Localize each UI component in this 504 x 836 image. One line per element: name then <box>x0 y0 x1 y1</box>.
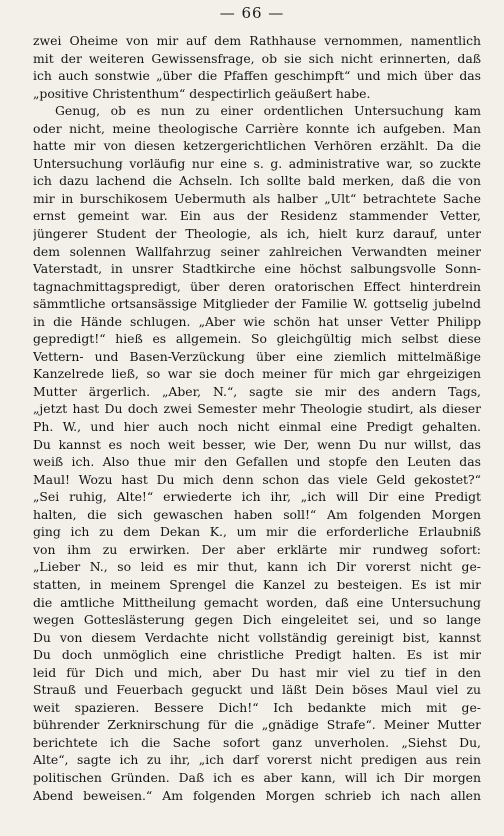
text-line: „Lieber N., so leid es mir thut, kann ich Dir vorerst nicht ge- <box>33 559 481 575</box>
text-line: weiß ich. Also thue mir den Gefallen und stopfe den Leuten das <box>33 454 481 470</box>
text-line: in die Hände schlugen. „Aber wie schön hat unser Vetter Philipp <box>33 313 481 329</box>
text-line: Strauß und Feuerbach geguckt und läßt Dein böses Maul viel zu <box>33 682 481 698</box>
text-line: halten, die sich gewaschen haben soll!“ Am folgenden Morgen <box>33 506 481 522</box>
text-line: zwei Oheime von mir auf dem Rathhause vernommen, namentlich <box>33 33 481 48</box>
text-line: berichtete ich die Sache sofort ganz unverholen. „Siehst Du, <box>33 734 481 750</box>
text-line: Vaterstadt, in unsrer Stadtkirche eine höchst salbungsvolle Sonn- <box>33 261 481 277</box>
text-line: Ph. W., und hier auch noch nicht einmal eine Predigt gehalten. <box>33 419 481 435</box>
text-line: mir in burschikosem Uebermuth als halber „Ult“ betrachtete Sache <box>33 190 481 206</box>
text-line: oder nicht, meine theologische Carrière konnte ich aufgeben. Man <box>33 120 481 136</box>
text-line: tagnachmittagspredigt, über deren oratorischen Effect hinterdrein <box>33 278 481 294</box>
body-text <box>33 32 481 804</box>
text-line: sämmtliche ortsansässige Mitglieder der Familie W. gottselig jubelnd <box>33 296 481 312</box>
text-line: wegen Gotteslästerung gegen Dich eingeleitet sei, und so lange <box>33 612 481 628</box>
text-line: statten, in meinem Sprengel die Kanzel zu besteigen. Es ist mir <box>33 576 481 592</box>
text-line: „Sei ruhig, Alte!“ erwiederte ich ihr, „ich will Dir eine Predigt <box>33 489 481 505</box>
text-line: Untersuchung vorläufig nur eine s. g. administrative war, so zuckte <box>33 155 481 171</box>
page-number: — 66 — <box>219 4 285 22</box>
text-line: „jetzt hast Du doch zwei Semester mehr Theologie studirt, als dieser <box>33 401 481 417</box>
text-line: Alte“, sagte ich zu ihr, „ich darf vorerst nicht predigen aus rein <box>33 752 481 768</box>
text-line: Du von diesem Verdachte nicht vollständig gereinigt bist, kannst <box>33 629 481 645</box>
text-line: Mutter ärgerlich. „Aber, N.“, sagte sie mir des andern Tags, <box>33 383 481 399</box>
text-line: Genug, ob es nun zu einer ordentlichen Untersuchung kam <box>55 103 481 119</box>
text-line: „positive Christenthum“ despectirlich geäußert habe. <box>33 85 371 101</box>
text-line: politischen Gründen. Daß ich es aber kann, will ich Dir morgen <box>33 769 481 785</box>
text-line: Kanzelrede ließ, so war sie doch meiner für mich gar ehrgeizigen <box>33 366 481 382</box>
text-line: Du doch unmöglich eine christliche Predigt halten. Es ist mir <box>33 647 481 663</box>
text-line: dem solennen Wallfahrzug seiner zahlreichen Verwandten meiner <box>33 243 481 259</box>
text-line: ging ich zu dem Dekan K., um mir die erforderliche Erlaubniß <box>33 524 481 540</box>
text-line: die amtliche Mittheilung gemacht worden, daß eine Untersuchung <box>33 594 481 610</box>
text-line: gepredigt!“ hieß es allgemein. So gleichgültig mich selbst diese <box>33 331 481 347</box>
text-line: Abend beweisen.“ Am folgenden Morgen schrieb ich nach allen <box>33 787 481 803</box>
text-line: weit spazieren. Bessere Dich!“ Ich bedankte mich mit ge- <box>33 699 481 715</box>
text-line: Vettern- und Basen-Verzückung über eine ziemlich mittelmäßige <box>33 348 481 364</box>
text-line: mit der weiteren Gewissensfrage, ob sie sich nicht erinnerten, daß <box>33 50 481 66</box>
text-line: hatte mir von diesen ketzergerichtlichen Verhören erzählt. Da die <box>33 138 481 154</box>
text-line: Du kannst es noch weit besser, wie Der, wenn Du nur willst, das <box>33 436 481 452</box>
text-line: ich dazu lachend die Achseln. Ich sollte bald merken, daß die von <box>33 173 481 189</box>
text-line: leid für Dich und mich, aber Du hast mir viel zu tief in den <box>33 664 481 680</box>
text-line: bührender Zerknirschung für die „gnädige Strafe“. Meiner Mutter <box>33 717 481 733</box>
text-line: ernst gemeint war. Ein aus der Residenz stammender Vetter, <box>33 208 481 224</box>
text-line: Maul! Wozu hast Du mich denn schon das viele Geld gekostet?“ <box>33 471 481 487</box>
text-line: von ihm zu erwirken. Der aber erklärte mir rundweg sofort: <box>33 541 481 557</box>
text-line: jüngerer Student der Theologie, als ich, hielt kurz darauf, unter <box>33 226 481 242</box>
text-line: ich auch sonstwie „über die Pfaffen geschimpft“ und mich über das <box>33 68 481 84</box>
